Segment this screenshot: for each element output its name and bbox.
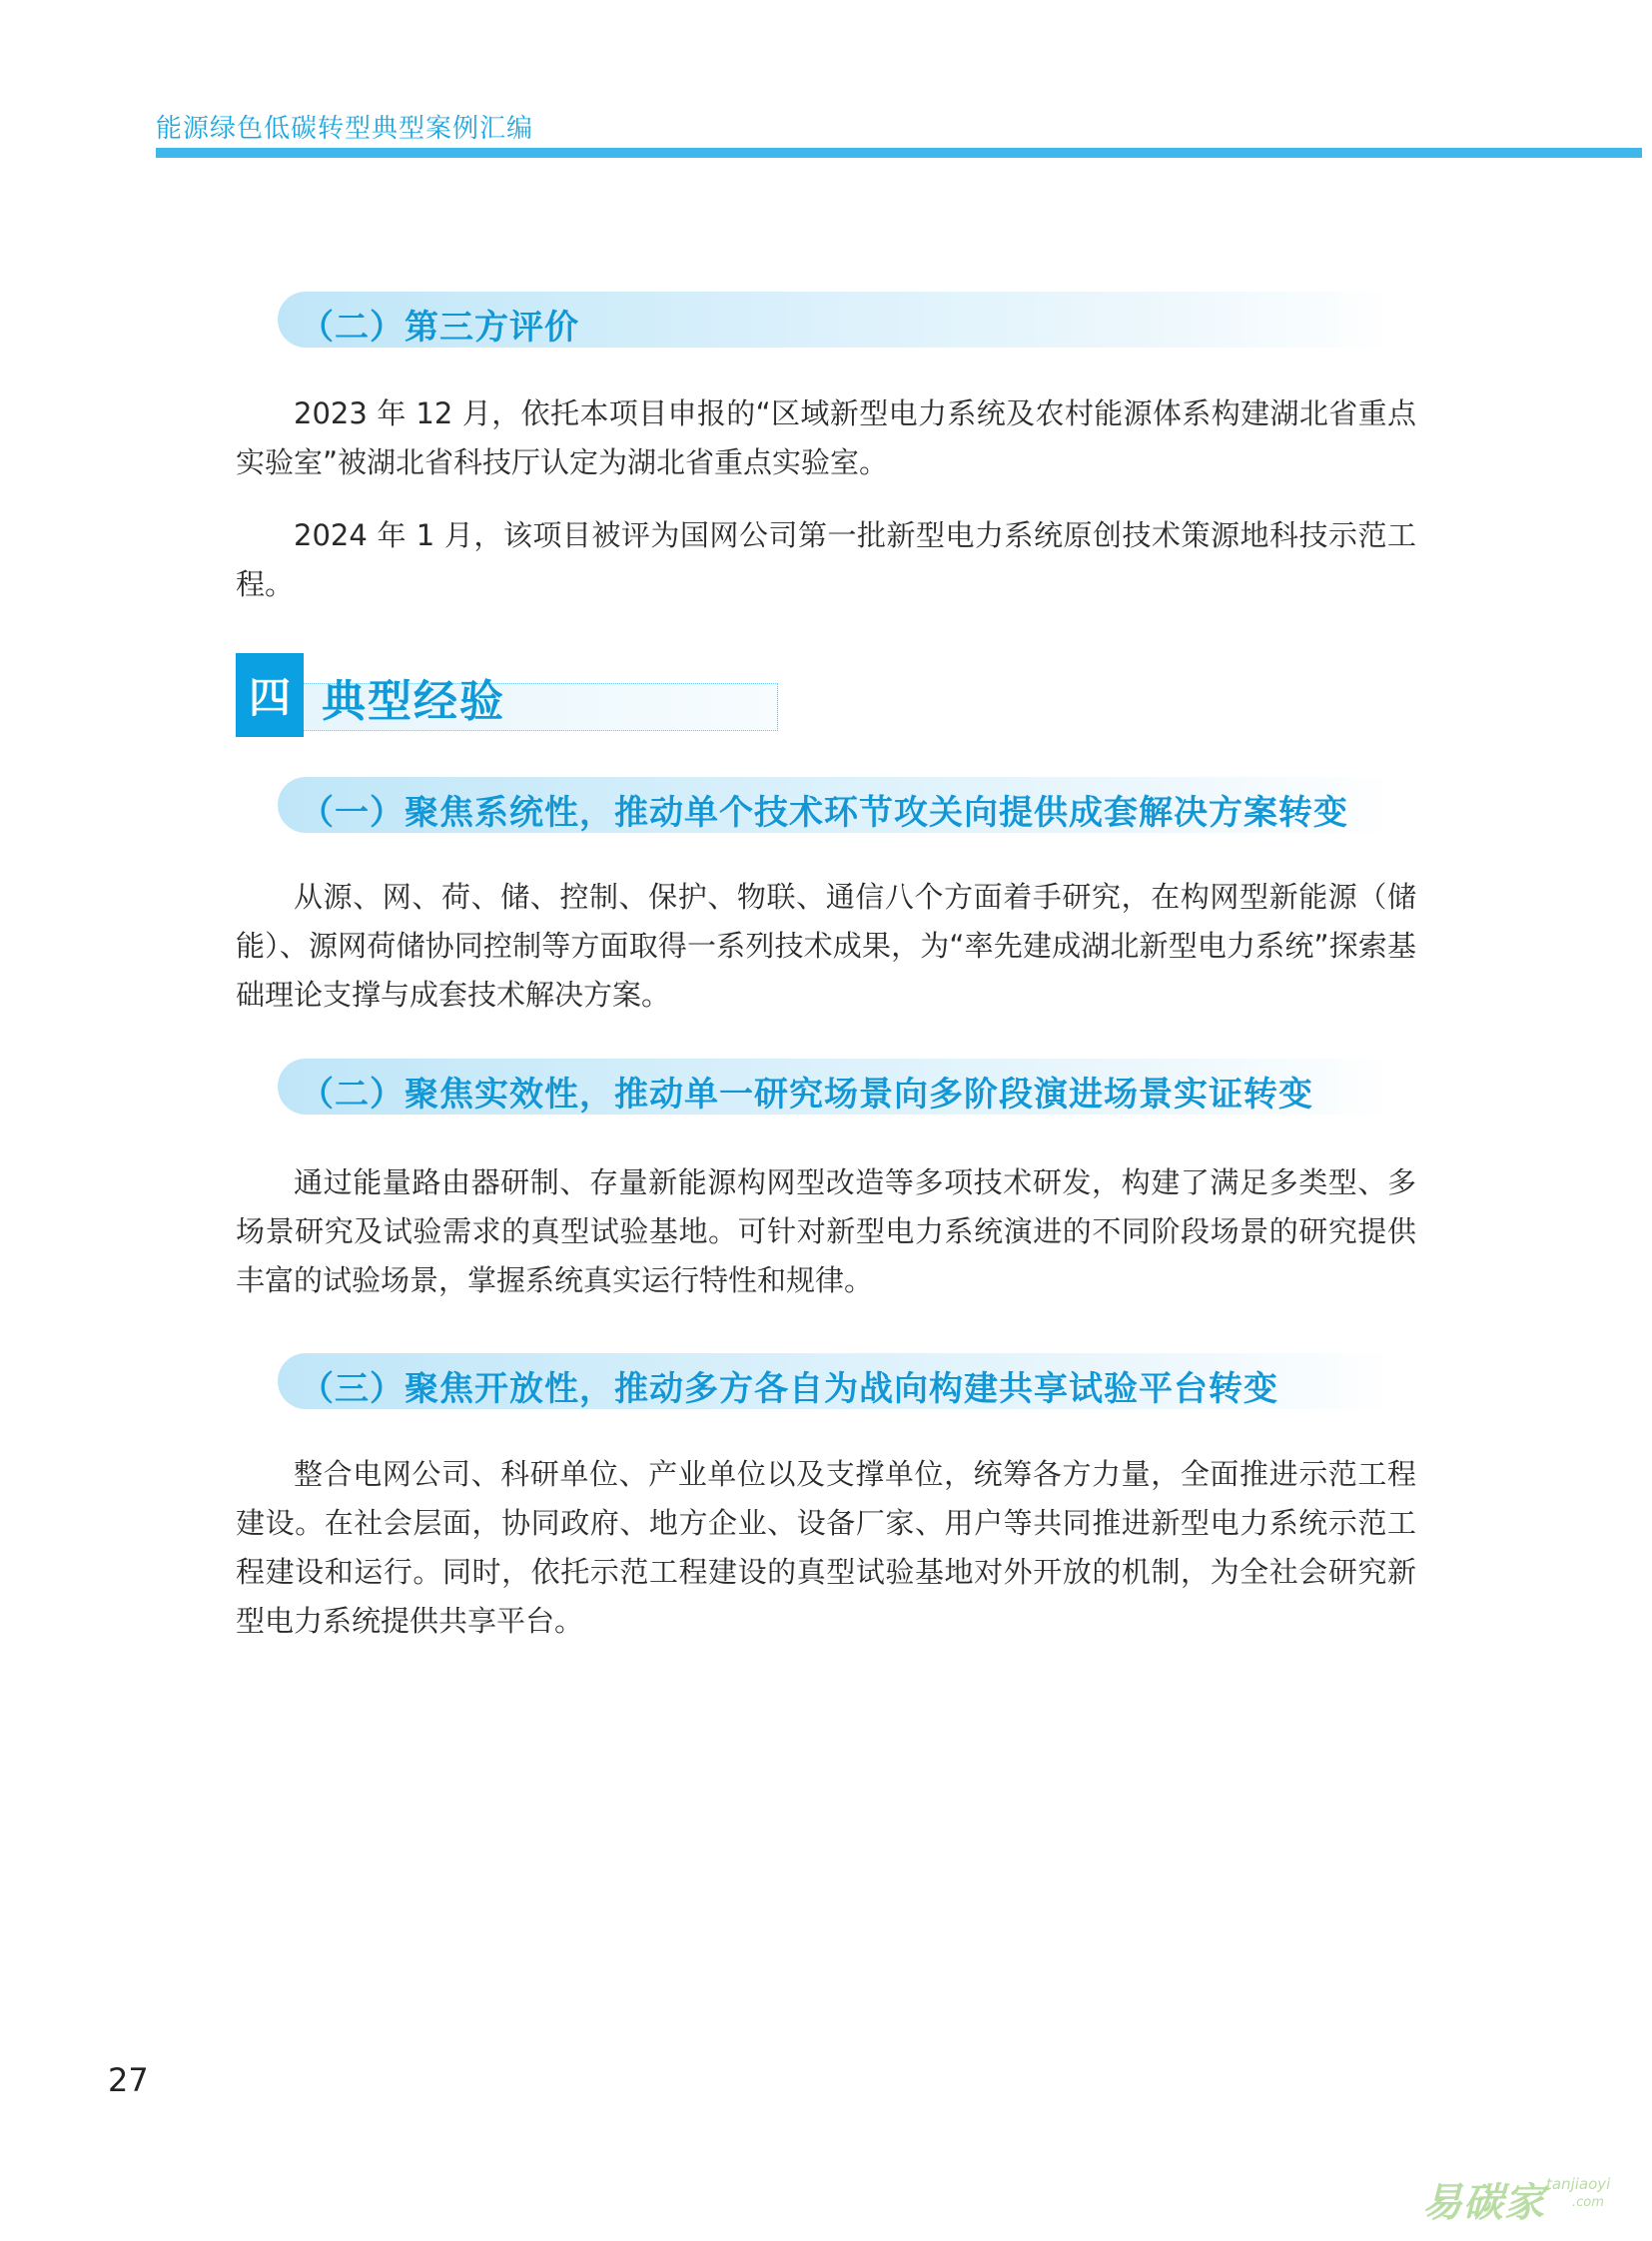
- paragraph-demo-project-award: 2024 年 1 月，该项目被评为国网公司第一批新型电力系统原创技术策源地科技示范工程。: [236, 518, 1416, 601]
- subheading-third-party: [278, 292, 1396, 348]
- subheading-text: （二）聚焦实效性，推动单一研究场景向多阶段演进场景实证转变: [300, 1075, 1313, 1115]
- page-number: 27: [108, 2061, 149, 2099]
- subheading-text: （三）聚焦开放性，推动多方各自为战向构建共享试验平台转变: [300, 1369, 1278, 1409]
- subheading-text: （二）第三方评价: [300, 308, 579, 348]
- paragraph-openness: 整合电网公司、科研单位、产业单位以及支撑单位，统筹各方力量，全面推进示范工程建设。在社会层面，协同政府、地方企业、设备厂家、用户等共同推进新型电力系统示范工程建设和运行。同时，依托示范工程建设的真型试验基地对外开放的机制，为全社会研究新型电力系统提供共享平台。: [236, 1457, 1416, 1638]
- paragraph-systematic: 从源、网、荷、储、控制、保护、物联、通信八个方面着手研究，在构网型新能源（储能）、源网荷储协同控制等方面取得一系列技术成果，为“率先建成湖北新型电力系统”探索基础理论支撑与成套技术解决方案。: [236, 880, 1416, 1012]
- watermark-sub-text: tanjiaoyi: [1546, 2175, 1611, 2193]
- watermark-domain-text: .com: [1572, 2195, 1604, 2210]
- subheading-openness: [278, 1353, 1396, 1409]
- paragraph-effectiveness: 通过能量路由器研制、存量新能源构网型改造等多项技术研发，构建了满足多类型、多场景研究及试验需求的真型试验基地。可针对新型电力系统演进的不同阶段场景的研究提供丰富的试验场景，掌握系统真实运行特性和规律。: [236, 1165, 1416, 1297]
- paragraph-lab-recognition: 2023 年 12 月，依托本项目申报的“区域新型电力系统及农村能源体系构建湖北省重点实验室”被湖北省科技厅认定为湖北省重点实验室。: [236, 396, 1416, 479]
- watermark-logo: [1422, 2171, 1622, 2226]
- subheading-systematic: [278, 777, 1396, 833]
- section-number: 四: [236, 653, 304, 737]
- subheading-effectiveness: [278, 1059, 1396, 1115]
- watermark-main-text: 易碳家: [1422, 2180, 1545, 2226]
- section-title: 典型经验: [322, 676, 505, 727]
- running-header-title: 能源绿色低碳转型典型案例汇编: [156, 114, 534, 144]
- subheading-text: （一）聚焦系统性，推动单个技术环节攻关向提供成套解决方案转变: [300, 793, 1348, 833]
- section-heading-experience: [236, 653, 779, 737]
- header-rule: [156, 148, 1642, 158]
